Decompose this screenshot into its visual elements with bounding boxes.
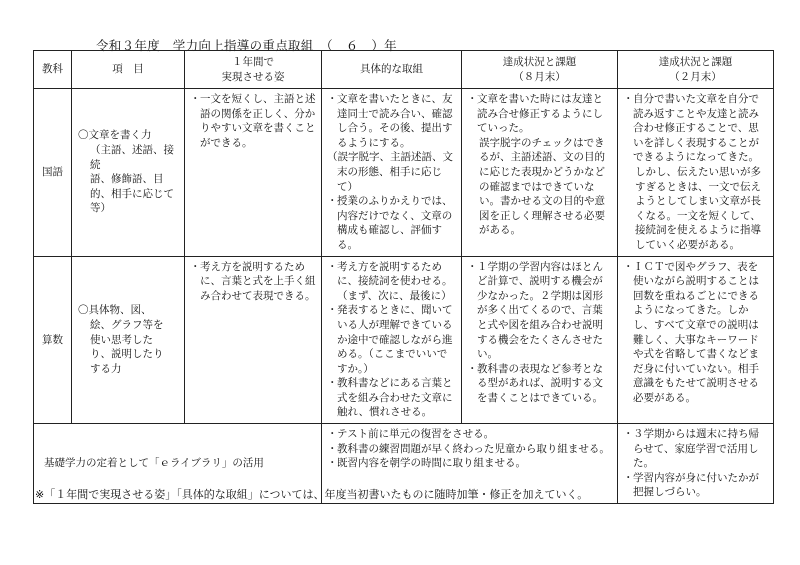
feb-status-cell: ・ 自分で書いた文章を自分で読み返すことや友達と読み合わせ修正することで、思いを詳しく表現することができるようになってきた。 しかし、伝えたい思いが多すぎるときは、一文で伝えようとしてしまい文章が長くなる。一文を短くして、接続詞を使えるように指導していく必要がある。 (618, 89, 774, 257)
item-cell: 〇文章を書く力 （主語、述語、接続 語、修飾語、目 的、相手に応じて 等） (72, 89, 185, 257)
plan-table (33, 50, 774, 504)
header-subject: 教科 (34, 51, 72, 89)
aug-status-cell: ・ １学期の学習内容はほとんど計算で、説明する機会が少なかった。２学期は図形が多く出てくるので、言葉と式や図を組み合わせ説明する機会をたくさんさせたい。 ・ 教科書の表現など参考となる型があれば、説明する文を書くことはできている。 (462, 256, 618, 424)
elibrary-actions-cell: ・ テスト前に単元の復習をさせる。 ・ 教科書の練習問題が早く終わった児童から取り組ませる。 ・ 既習内容を朝学の時間に取り組ませる。 (322, 424, 618, 504)
footnote: ※「１年間で実現させる姿」「具体的な取組」については、年度当初書いたものに随時加筆・修正を加えていく。 (35, 488, 589, 501)
header-aug: 達成状況と課題 （８月末） (462, 51, 618, 89)
elibrary-feb-cell: ・ ３学期からは週末に持ち帰らせて、家庭学習で活用した。 ・ 学習内容が身に付いたかが把握しづらい。 (618, 424, 774, 504)
subject-cell: 国語 (34, 89, 72, 257)
goal-cell: ・ 考え方を説明するために、言葉と式を上手く組み合わせて表現できる。 (185, 256, 322, 424)
elibrary-label: 基礎学力の定着として「ｅライブラリ」の活用 (34, 424, 322, 504)
table-row-math (34, 256, 774, 424)
feb-status-cell: ・ ＩＣＴで図やグラフ、表を使いながら説明することは回数を重ねるごとにできるようになってきた。しかし、すべて文章での説明は難しく、大事なキーワードや式を省略して書くなどまだ身に付いていない。相手意識をもたせて説明させる必要がある。 (618, 256, 774, 424)
actions-cell: ・ 文章を書いたときに、友達同士で読み合い、確認し合う。その後、提出するようにする。 （誤字脱字、主語述語、文末の形態、相手に応じて） ・ 授業のふりかえりでは、内容だけでなく、文章の構成も確認し、評価する。 (322, 89, 462, 257)
actions-cell: ・ 考え方を説明するために、接続詞を使わせる。（まず、次に、最後に） ・ 発表するときに、聞いている人が理解できているか途中で確認しながら進める。（ここまでいいですか。） ・ 教科書などにある言葉と式を組み合わせた文章に触れ、慣れさせる。 (322, 256, 462, 424)
subject-cell: 算数 (34, 256, 72, 424)
item-cell: 〇具体物、図、 絵、グラフ等を 使い思考した り、説明したり する力 (72, 256, 185, 424)
table-row-japanese (34, 89, 774, 257)
header-feb: 達成状況と課題 （２月末） (618, 51, 774, 89)
header-row (34, 51, 774, 89)
aug-status-cell: ・ 文章を書いた時には友達と読み合せ修正するようにしていった。 誤字脱字のチェックはできるが、主語述語、文の目的に応じた表現かどうかなどの確認まではできていない。書かせる文の目的や意図を正しく理解させる必要がある。 (462, 89, 618, 257)
header-actions: 具体的な取組 (322, 51, 462, 89)
header-item: 項 目 (72, 51, 185, 89)
page-title: 令和３年度 学力向上指導の重点取組 （ ６ ）年 (96, 38, 397, 53)
header-goal: １年間で 実現させる姿 (185, 51, 322, 89)
goal-cell: ・ 一文を短くし、主語と述語の関係を正しく、分かりやすい文章を書くことができる。 (185, 89, 322, 257)
